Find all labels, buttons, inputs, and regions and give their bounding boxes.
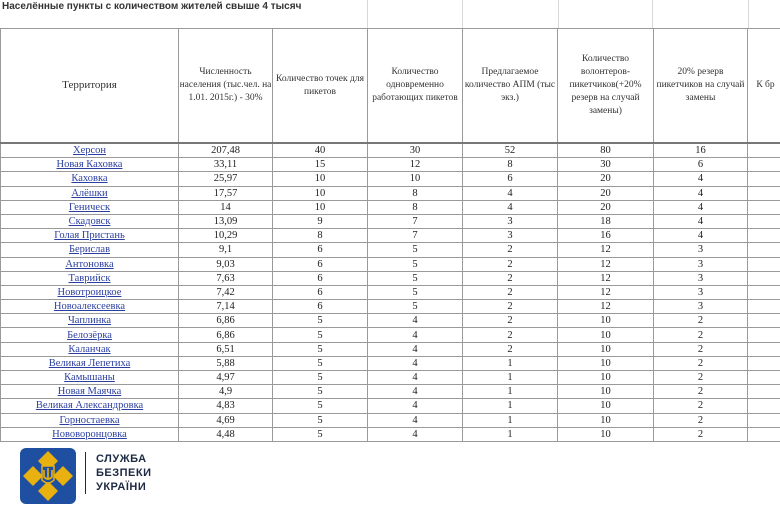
table-cell: 9,03 — [179, 257, 273, 271]
table-cell: 4 — [654, 172, 748, 186]
table-cell: 7,42 — [179, 285, 273, 299]
table-cell: 2 — [463, 300, 558, 314]
table-cell: 1 — [463, 371, 558, 385]
table-cell: 20 — [558, 186, 654, 200]
table-cell: 20 — [558, 172, 654, 186]
settlement-link[interactable]: Новотроицкое — [1, 285, 179, 299]
table-cell-empty — [748, 186, 780, 200]
table-cell: 2 — [463, 257, 558, 271]
sbu-wordmark — [96, 452, 152, 494]
settlement-link[interactable]: Новая Маячка — [1, 385, 179, 399]
settlement-link[interactable]: Чаплинка — [1, 314, 179, 328]
table-cell-empty — [748, 200, 780, 214]
table-cell: 4,9 — [179, 385, 273, 399]
table-cell: 1 — [463, 399, 558, 413]
table-cell: 2 — [463, 285, 558, 299]
table-cell: 33,11 — [179, 158, 273, 172]
table-cell: 1 — [463, 427, 558, 441]
table-cell: 6,51 — [179, 342, 273, 356]
table-cell: 4 — [654, 200, 748, 214]
table-cell: 12 — [558, 300, 654, 314]
logo-text-line: УКРАЇНИ — [96, 481, 147, 493]
table-cell: 7,14 — [179, 300, 273, 314]
table-cell: 4 — [368, 342, 463, 356]
table-cell: 5 — [273, 342, 368, 356]
table-cell: 14 — [179, 200, 273, 214]
table-row — [1, 172, 780, 186]
table-row — [1, 186, 780, 200]
table-cell: 10 — [368, 172, 463, 186]
table-cell-empty — [748, 172, 780, 186]
table-cell: 9 — [273, 214, 368, 228]
table-cell: 1 — [463, 413, 558, 427]
table-cell: 8 — [463, 158, 558, 172]
table-row — [1, 314, 780, 328]
table-cell-empty — [748, 271, 780, 285]
table-cell: 5 — [273, 356, 368, 370]
table-cell: 4 — [368, 427, 463, 441]
table-cell-empty — [748, 356, 780, 370]
grid-line — [462, 0, 463, 28]
table-cell: 3 — [654, 271, 748, 285]
table-cell: 3 — [654, 285, 748, 299]
settlement-link[interactable]: Горностаевка — [1, 413, 179, 427]
table-cell: 6 — [654, 158, 748, 172]
table-cell: 10 — [273, 186, 368, 200]
header-extra: К бр — [748, 29, 780, 144]
table-cell-empty — [748, 300, 780, 314]
sbu-emblem-icon — [18, 446, 78, 506]
table-cell-empty — [748, 399, 780, 413]
table-cell: 10,29 — [179, 229, 273, 243]
table-cell: 16 — [558, 229, 654, 243]
table-cell: 5 — [273, 427, 368, 441]
table-cell: 10 — [558, 328, 654, 342]
table-cell: 30 — [558, 158, 654, 172]
table-cell-empty — [748, 257, 780, 271]
table-cell: 16 — [654, 143, 748, 158]
table-cell: 2 — [654, 385, 748, 399]
table-cell: 12 — [558, 243, 654, 257]
settlement-link[interactable]: Скадовск — [1, 214, 179, 228]
table-cell: 2 — [654, 328, 748, 342]
table-cell: 10 — [558, 427, 654, 441]
table-cell: 12 — [558, 257, 654, 271]
table-cell: 15 — [273, 158, 368, 172]
table-cell: 10 — [558, 314, 654, 328]
table-cell: 3 — [654, 300, 748, 314]
table-cell: 2 — [463, 314, 558, 328]
table-cell: 10 — [558, 385, 654, 399]
table-cell: 4,97 — [179, 371, 273, 385]
table-cell: 10 — [558, 413, 654, 427]
settlement-link[interactable]: Херсон — [1, 143, 179, 158]
table-cell-empty — [748, 314, 780, 328]
table-cell: 4 — [654, 229, 748, 243]
settlement-link[interactable]: Антоновка — [1, 257, 179, 271]
table-row — [1, 300, 780, 314]
table-cell: 10 — [273, 172, 368, 186]
header-territory: Территория — [1, 29, 179, 144]
table-cell: 17,57 — [179, 186, 273, 200]
header-volunteers: Количество волонтеров-пикетчиков(+20% резерв на случай замены) — [558, 29, 654, 144]
table-cell: 4 — [654, 214, 748, 228]
table-cell: 40 — [273, 143, 368, 158]
grid-line — [558, 0, 559, 28]
table-cell: 2 — [654, 356, 748, 370]
table-row — [1, 143, 780, 158]
table-cell: 2 — [654, 342, 748, 356]
table-row — [1, 257, 780, 271]
table-cell: 2 — [654, 413, 748, 427]
table-cell: 5 — [273, 371, 368, 385]
table-row — [1, 243, 780, 257]
table-row — [1, 328, 780, 342]
table-cell: 4 — [368, 413, 463, 427]
table-cell: 207,48 — [179, 143, 273, 158]
table-cell: 5 — [273, 385, 368, 399]
settlement-link[interactable]: Каховка — [1, 172, 179, 186]
settlement-link[interactable]: Таврийск — [1, 271, 179, 285]
table-cell: 4,48 — [179, 427, 273, 441]
table-cell: 4,69 — [179, 413, 273, 427]
table-cell: 6 — [273, 257, 368, 271]
settlement-link[interactable]: Новоалексеевка — [1, 300, 179, 314]
table-cell: 4 — [368, 328, 463, 342]
table-cell: 4 — [368, 385, 463, 399]
settlement-link[interactable]: Голая Пристань — [1, 229, 179, 243]
table-cell: 80 — [558, 143, 654, 158]
table-cell: 10 — [273, 200, 368, 214]
table-cell: 3 — [463, 229, 558, 243]
settlement-link[interactable]: Великая Лепетиха — [1, 356, 179, 370]
header-population: Численность населения (тыс.чел. на 1.01. 2015г.) - 30% — [179, 29, 273, 144]
table-cell: 2 — [463, 328, 558, 342]
table-cell: 6 — [273, 271, 368, 285]
table-cell-empty — [748, 371, 780, 385]
table-row — [1, 413, 780, 427]
table-cell: 4 — [368, 314, 463, 328]
table-cell-empty — [748, 342, 780, 356]
table-cell: 5 — [273, 399, 368, 413]
table-cell: 4 — [654, 186, 748, 200]
table-cell: 4 — [463, 200, 558, 214]
table-cell: 10 — [558, 371, 654, 385]
table-cell: 1 — [463, 356, 558, 370]
table-cell: 7 — [368, 214, 463, 228]
table-row — [1, 285, 780, 299]
table-cell: 2 — [654, 371, 748, 385]
logo-divider — [85, 452, 86, 494]
settlement-link[interactable]: Великая Александровка — [1, 399, 179, 413]
table-cell: 6 — [273, 285, 368, 299]
header-points: Количество точек для пикетов — [273, 29, 368, 144]
sheet-title: Населённые пункты с количеством жителей свыше 4 тысяч — [2, 1, 302, 12]
table-cell: 2 — [463, 342, 558, 356]
table-cell: 8 — [368, 200, 463, 214]
table-cell: 7,63 — [179, 271, 273, 285]
table-row — [1, 271, 780, 285]
table-row — [1, 158, 780, 172]
table-cell: 13,09 — [179, 214, 273, 228]
logo-text-line: СЛУЖБА — [96, 453, 147, 465]
table-cell-empty — [748, 229, 780, 243]
table-cell: 4 — [368, 399, 463, 413]
settlement-link[interactable]: Белозёрка — [1, 328, 179, 342]
table-cell: 10 — [558, 342, 654, 356]
table-row — [1, 399, 780, 413]
table-cell: 6 — [273, 300, 368, 314]
table-cell: 4 — [368, 371, 463, 385]
logo-text-line: БЕЗПЕКИ — [96, 467, 152, 479]
settlement-link[interactable]: Каланчак — [1, 342, 179, 356]
table-row — [1, 356, 780, 370]
settlement-link[interactable]: Новая Каховка — [1, 158, 179, 172]
table-cell: 10 — [558, 356, 654, 370]
table-cell: 18 — [558, 214, 654, 228]
grid-line — [652, 0, 653, 28]
table-row — [1, 229, 780, 243]
table-cell-empty — [748, 413, 780, 427]
table-cell: 12 — [368, 158, 463, 172]
table-header-row — [1, 29, 780, 144]
table-cell: 2 — [463, 243, 558, 257]
table-cell-empty — [748, 328, 780, 342]
table-row — [1, 342, 780, 356]
table-body — [1, 143, 780, 441]
table-cell: 30 — [368, 143, 463, 158]
table-cell: 25,97 — [179, 172, 273, 186]
settlement-link[interactable]: Алёшки — [1, 186, 179, 200]
table-cell: 5 — [368, 271, 463, 285]
table-row — [1, 200, 780, 214]
table-cell: 5 — [368, 257, 463, 271]
table-cell: 6,86 — [179, 314, 273, 328]
table-cell-empty — [748, 385, 780, 399]
table-cell: 5 — [273, 328, 368, 342]
table-cell: 52 — [463, 143, 558, 158]
settlements-table — [0, 28, 780, 442]
table-cell: 4,83 — [179, 399, 273, 413]
table-cell: 5 — [368, 243, 463, 257]
table-cell-empty — [748, 158, 780, 172]
table-cell: 6 — [463, 172, 558, 186]
table-row — [1, 427, 780, 441]
table-cell: 1 — [463, 385, 558, 399]
table-cell: 8 — [368, 186, 463, 200]
table-cell: 5 — [273, 413, 368, 427]
table-cell: 3 — [654, 257, 748, 271]
table-cell: 7 — [368, 229, 463, 243]
table-row — [1, 371, 780, 385]
grid-line — [367, 0, 368, 28]
table-cell: 10 — [558, 399, 654, 413]
table-cell-empty — [748, 143, 780, 158]
table-row — [1, 214, 780, 228]
table-cell-empty — [748, 243, 780, 257]
table-cell: 12 — [558, 285, 654, 299]
table-cell: 3 — [463, 214, 558, 228]
settlement-link[interactable]: Геническ — [1, 200, 179, 214]
table-cell: 12 — [558, 271, 654, 285]
table-cell: 8 — [273, 229, 368, 243]
table-cell: 2 — [654, 314, 748, 328]
table-cell: 5,88 — [179, 356, 273, 370]
table-cell: 2 — [654, 399, 748, 413]
table-cell: 4 — [368, 356, 463, 370]
table-cell: 3 — [654, 243, 748, 257]
table-cell: 5 — [368, 285, 463, 299]
table-cell: 2 — [654, 427, 748, 441]
table-cell: 5 — [273, 314, 368, 328]
table-cell: 9,1 — [179, 243, 273, 257]
header-apm: Предлагаемое количество АПМ (тыс экз.) — [463, 29, 558, 144]
table-cell-empty — [748, 214, 780, 228]
table-cell-empty — [748, 285, 780, 299]
table-cell: 6,86 — [179, 328, 273, 342]
header-reserve: 20% резерв пикетчиков на случай замены — [654, 29, 748, 144]
grid-line — [748, 0, 749, 28]
table-cell: 20 — [558, 200, 654, 214]
header-pickets: Количество одновременно работающих пикетов — [368, 29, 463, 144]
settlement-link[interactable]: Нововоронцовка — [1, 427, 179, 441]
table-cell: 6 — [273, 243, 368, 257]
table-cell: 5 — [368, 300, 463, 314]
table-row — [1, 385, 780, 399]
table-cell-empty — [748, 427, 780, 441]
settlement-link[interactable]: Камышаны — [1, 371, 179, 385]
table-cell: 4 — [463, 186, 558, 200]
settlement-link[interactable]: Берислав — [1, 243, 179, 257]
table-cell: 2 — [463, 271, 558, 285]
